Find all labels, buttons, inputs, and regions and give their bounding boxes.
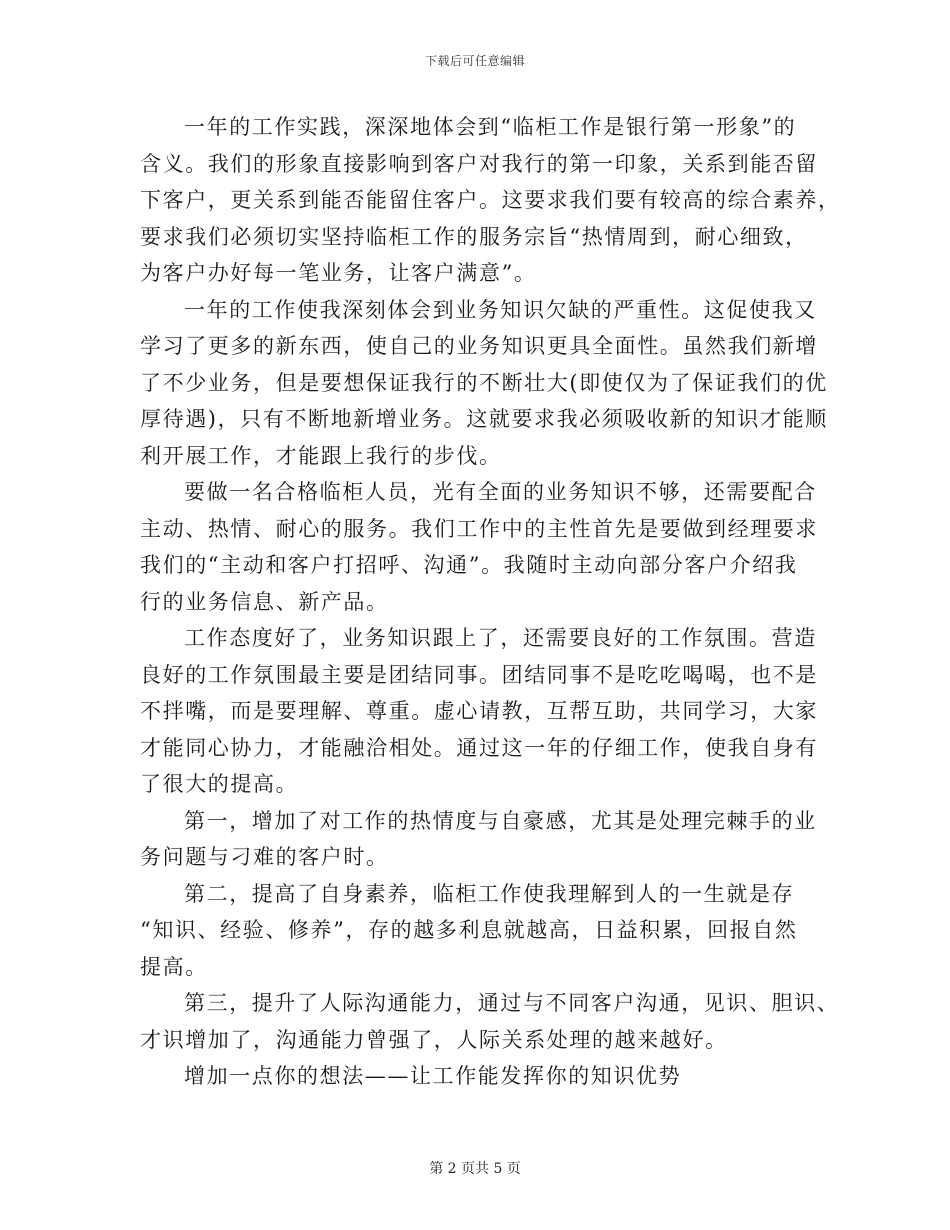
- document-body: [140, 109, 841, 1095]
- paragraph-5-line-1: 第一，增加了对工作的热情度与自豪感，尤其是处理完棘手的业: [184, 808, 817, 833]
- paragraph-7-line-2: 才识增加了，沟通能力曾强了，人际关系处理的越来越好。: [140, 1027, 728, 1052]
- paragraph-2-line-2: 学习了更多的新东西，使自己的业务知识更具全面性。虽然我们新增: [140, 334, 818, 358]
- paragraph-8-line-1: 增加一点你的想法——让工作能发挥你的知识优势: [184, 1064, 682, 1088]
- page-header-note: 下载后可任意编辑: [424, 54, 525, 68]
- paragraph-4-line-2: 良好的工作氛围最主要是团结同事。团结同事不是吃吃喝喝，也不是: [140, 662, 818, 687]
- paragraph-4-line-5: 了很大的提高。: [140, 772, 299, 796]
- paragraph-3-line-3: 我们的“主动和客户打招呼、沟通”。我随时主动向部分客户介绍我: [140, 553, 798, 577]
- paragraph-5-line-2: 务问题与刁难的客户时。: [140, 845, 389, 869]
- paragraph-2-line-1: 一年的工作使我深刻体会到业务知识欠缺的严重性。这促使我又: [184, 297, 817, 322]
- paragraph-4-line-4: 才能同心协力，才能融洽相处。通过这一年的仔细工作，使我自身有: [140, 735, 818, 760]
- paragraph-2-line-4: 厚待遇)，只有不断地新增业务。这就要求我必须吸收新的知识才能顺: [140, 407, 828, 431]
- paragraph-1-line-2: 含义。我们的形象直接影响到客户对我行的第一印象，关系到能否留: [140, 151, 818, 176]
- paragraph-6-line-1: 第二，提高了自身素养，临柜工作使我理解到人的一生就是存: [184, 881, 795, 906]
- page-number: 第 2 页共 5 页: [429, 1161, 521, 1177]
- paragraph-1-line-5: 为客户办好每一笔业务，让客户满意”。: [140, 261, 537, 285]
- paragraph-7-line-1: 第三，提升了人际沟通能力，通过与不同客户沟通，见识、胆识、: [184, 991, 840, 1015]
- paragraph-2-line-3: 了不少业务，但是要想保证我行的不断壮大(即使仅为了保证我们的优: [140, 370, 828, 395]
- paragraph-4-line-1: 工作态度好了，业务知识跟上了，还需要良好的工作氛围。营造: [184, 626, 817, 650]
- paragraph-1-line-3: 下客户，更关系到能否能留住客户。这要求我们要有较高的综合素养，: [140, 188, 841, 212]
- paragraph-3-line-1: 要做一名合格临柜人员，光有全面的业务知识不够，还需要配合: [184, 480, 817, 504]
- paragraph-3-line-4: 行的业务信息、新产品。: [140, 589, 389, 614]
- paragraph-1-line-1: 一年的工作实践，深深地体会到“临柜工作是银行第一形象”的: [184, 115, 797, 139]
- paragraph-4-line-3: 不拌嘴，而是要理解、尊重。虚心请教，互帮互助，共同学习，大家: [140, 699, 818, 723]
- paragraph-6-line-3: 提高。: [140, 954, 208, 979]
- paragraph-3-line-2: 主动、热情、耐心的服务。我们工作中的主性首先是要做到经理要求: [140, 516, 818, 541]
- paragraph-6-line-2: “知识、经验、修养”，存的越多利息就越高，日益积累，回报自然: [140, 918, 798, 942]
- paragraph-1-line-4: 要求我们必须切实坚持临柜工作的服务宗旨“热情周到，耐心细致，: [140, 224, 808, 249]
- paragraph-2-line-5: 利开展工作，才能跟上我行的步伐。: [140, 443, 502, 468]
